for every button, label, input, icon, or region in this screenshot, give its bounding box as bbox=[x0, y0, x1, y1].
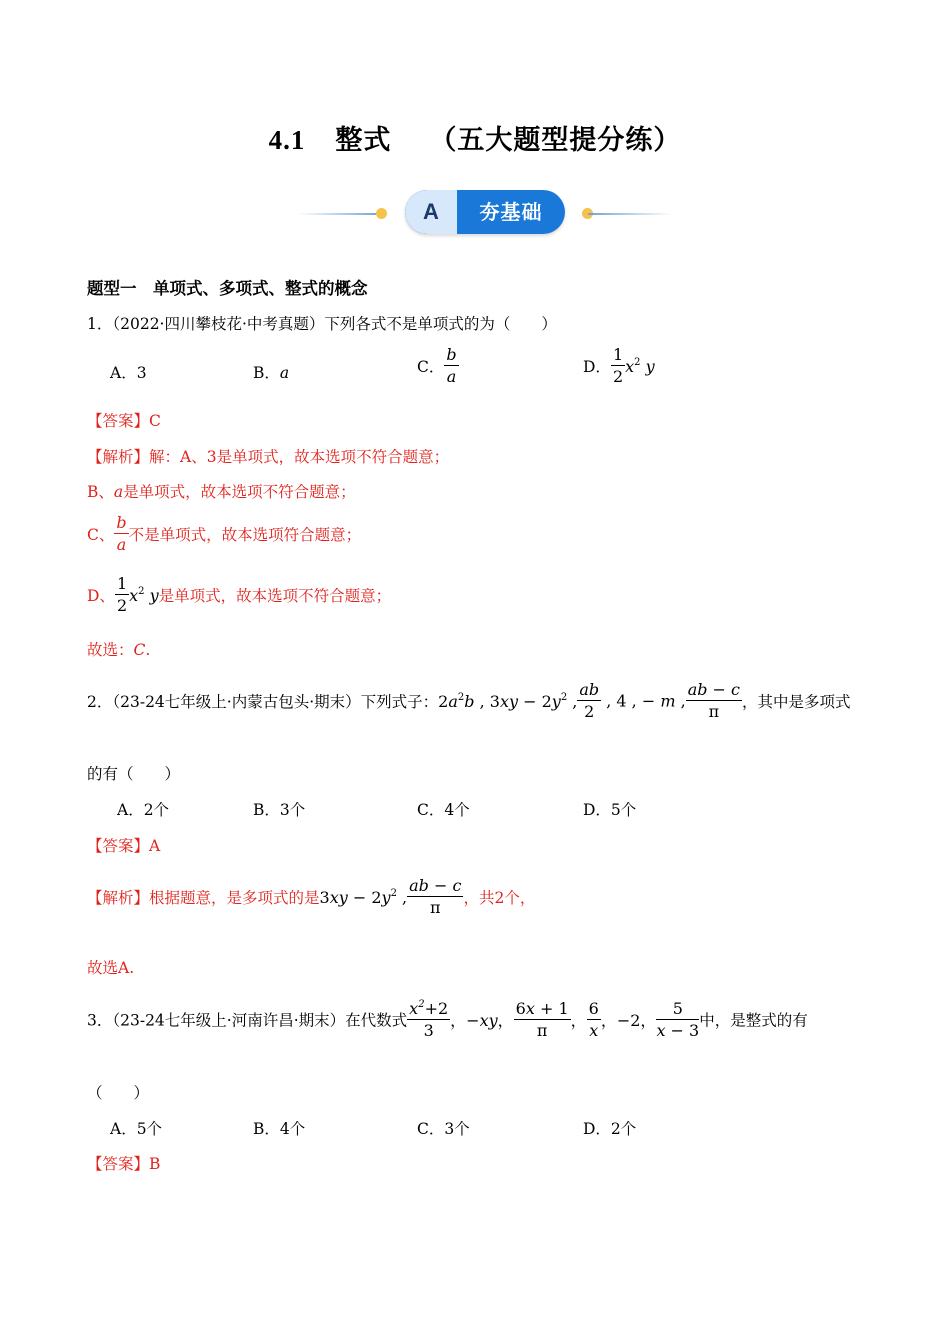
q1-explanation-text: 解：A、3是单项式，故本选项不符合题意； bbox=[149, 448, 450, 466]
q2-explanation-tag: 【解析】 bbox=[87, 889, 150, 907]
math-minus-2: ，−2， bbox=[600, 1011, 657, 1030]
q3-option-c: C．3个 bbox=[417, 1120, 470, 1138]
q1-answer: 【答案】C bbox=[87, 412, 161, 430]
q3-stem-post: 中，是整式的有 bbox=[699, 1011, 808, 1030]
fraction-x2-plus-2-over-3: $\frac{x^2+2}{3}$ bbox=[409, 999, 449, 1040]
q3-stem-pre: 3．（23-24七年级上·河南许昌·期末）在代数式 bbox=[87, 1011, 408, 1030]
q1-explanation-d bbox=[87, 576, 391, 614]
title-number: 4.1 bbox=[268, 125, 306, 155]
badge-left-line bbox=[298, 213, 380, 215]
q1-choose bbox=[87, 638, 150, 660]
q3-option-d: D．2个 bbox=[583, 1120, 637, 1138]
q1-exp-b-post: 是单项式，故本选项不符合题意； bbox=[123, 483, 356, 501]
fraction-6-over-x: $\frac{6}{x}$ bbox=[588, 998, 599, 1040]
q3-stem bbox=[87, 1000, 808, 1039]
q2-choose: 故选A. bbox=[87, 959, 135, 977]
math-x2y: $x^2$ y bbox=[625, 356, 655, 376]
q2-answer: 【答案】A bbox=[87, 837, 161, 855]
fraction-5-over-x-minus-3: $\frac{5}{x - 3}$ bbox=[656, 998, 700, 1040]
page-title bbox=[0, 118, 950, 157]
fraction-b-over-a: $\frac{b}{a}$ bbox=[446, 345, 457, 386]
section-badge bbox=[405, 190, 565, 234]
math-minus-xy: ，−xy， bbox=[450, 1011, 514, 1030]
fraction-one-half: $\frac{1}{2}$ bbox=[612, 345, 624, 386]
q1-choose-pre: 故选： bbox=[87, 641, 134, 659]
section-heading: 题型一 单项式、多项式、整式的概念 bbox=[87, 279, 368, 298]
q1-explanation-line1 bbox=[87, 445, 449, 467]
math-3xy-2y2: $3xy - 2y^2$ , bbox=[319, 887, 408, 907]
q3-option-b: B．4个 bbox=[253, 1120, 306, 1138]
q2-explanation-pre: 根据题意，是多项式的是 bbox=[149, 889, 320, 907]
q3-stem-line2: （ ） bbox=[87, 1084, 150, 1102]
q1-exp-d-pre: D、 bbox=[87, 587, 115, 605]
q2-explanation bbox=[87, 878, 535, 916]
q1-option-b bbox=[253, 361, 289, 383]
q1-explanation-c bbox=[87, 515, 361, 553]
q2-option-c: C．4个 bbox=[417, 801, 470, 819]
q1-exp-d-post: 是单项式，故本选项不符合题意； bbox=[158, 587, 392, 605]
q1-option-c bbox=[417, 347, 459, 385]
q1-explanation-tag: 【解析】 bbox=[87, 448, 150, 466]
q1-option-c-label: C． bbox=[417, 358, 445, 376]
q1-explanation-b bbox=[87, 480, 356, 502]
q1-option-b-var: a bbox=[279, 364, 290, 382]
q1-exp-c-post: 不是单项式，故本选项符合题意； bbox=[128, 526, 362, 544]
title-subtitle: （五大题型提分练） bbox=[429, 125, 682, 155]
fraction-ab-over-2: $\frac{ab}{2}$ bbox=[579, 680, 600, 721]
q2-stem-post: ，其中是多项式 bbox=[742, 693, 851, 711]
badge-text: 夯基础 bbox=[479, 200, 543, 224]
q2-stem bbox=[87, 682, 851, 720]
math-2a2b-3xy-2y2: $2a^2b$ , $3xy - 2y^2$ , bbox=[438, 691, 578, 711]
q1-option-d-label: D． bbox=[583, 358, 611, 376]
q2-option-d: D．5个 bbox=[583, 801, 637, 819]
q2-stem-pre: 2．（23-24七年级上·内蒙古包头·期末）下列式子： bbox=[87, 693, 439, 711]
math-comma: ， bbox=[570, 1011, 587, 1030]
badge-letter: A bbox=[405, 190, 457, 234]
q3-option-a: A．5个 bbox=[110, 1120, 163, 1138]
q1-option-b-label: B． bbox=[253, 364, 280, 382]
q2-explanation-post: ，共2个， bbox=[463, 889, 536, 907]
q1-choose-post: . bbox=[145, 641, 151, 659]
q1-choose-var: C bbox=[133, 641, 146, 659]
q3-answer: 【答案】B bbox=[87, 1155, 161, 1173]
fraction-ab-minus-c-over-pi: $\frac{ab - c}{\pi}$ bbox=[409, 876, 462, 917]
q1-exp-b-var: a bbox=[113, 483, 124, 501]
q1-option-d bbox=[583, 347, 655, 385]
math-x2y: $x^2$ y bbox=[129, 585, 159, 605]
fraction-one-half: $\frac{1}{2}$ bbox=[116, 574, 128, 615]
q1-option-a: A．3 bbox=[110, 364, 147, 382]
fraction-6x-plus-1-over-pi: $\frac{6x + 1}{\pi}$ bbox=[515, 998, 569, 1040]
q1-stem: 1．（2022·四川攀枝花·中考真题）下列各式不是单项式的为（ ） bbox=[87, 315, 557, 333]
title-main: 整式 bbox=[335, 125, 392, 155]
math-4-minus-m: , 4 , − m , bbox=[601, 691, 686, 711]
q1-exp-b-pre: B、 bbox=[87, 483, 114, 501]
fraction-ab-minus-c-over-pi: $\frac{ab - c}{\pi}$ bbox=[687, 680, 741, 721]
badge-right-line bbox=[588, 213, 673, 215]
q2-option-b: B．3个 bbox=[253, 801, 306, 819]
fraction-b-over-a: $\frac{b}{a}$ bbox=[116, 513, 127, 554]
badge-left-dot bbox=[376, 208, 387, 219]
q2-option-a: A．2个 bbox=[117, 801, 170, 819]
q2-stem-line2: 的有（ ） bbox=[87, 765, 181, 783]
q1-exp-c-pre: C、 bbox=[87, 526, 115, 544]
